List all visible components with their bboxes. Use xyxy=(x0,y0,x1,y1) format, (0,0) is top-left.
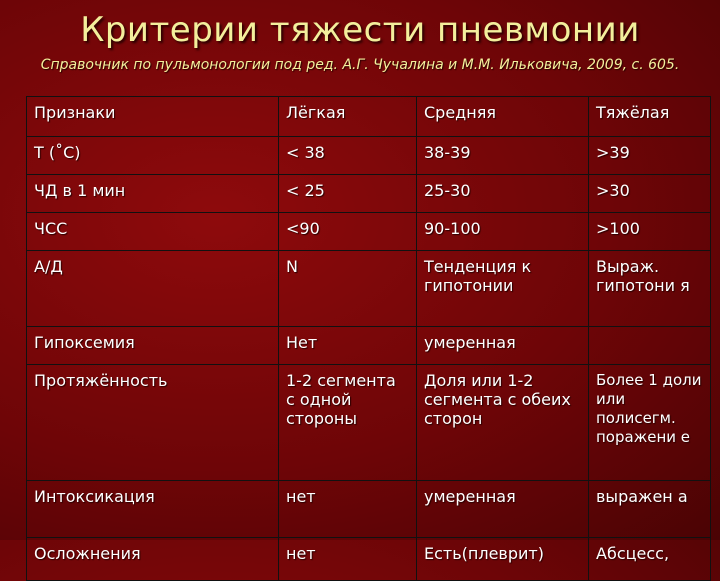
table-header-row xyxy=(27,97,711,137)
table-cell: Тенденция к гипотонии xyxy=(417,251,589,327)
table-row xyxy=(27,538,711,581)
table-cell: ЧСС xyxy=(27,213,279,251)
table-cell: нет xyxy=(279,481,417,538)
table-cell: нет xyxy=(279,538,417,581)
table-cell: 38-39 xyxy=(417,137,589,175)
table-row xyxy=(27,251,711,327)
table-row xyxy=(27,175,711,213)
table-cell: Есть(плеврит) xyxy=(417,538,589,581)
table-cell: Осложнения xyxy=(27,538,279,581)
table-cell: Абсцесс, xyxy=(589,538,711,581)
table-cell: >30 xyxy=(589,175,711,213)
table-cell: < 25 xyxy=(279,175,417,213)
table-cell: 25-30 xyxy=(417,175,589,213)
table-cell: >100 xyxy=(589,213,711,251)
table-cell: Гипоксемия xyxy=(27,327,279,365)
table-cell: Выраж. гипотони я xyxy=(589,251,711,327)
slide-title: Критерии тяжести пневмонии xyxy=(80,10,640,50)
table-row xyxy=(27,481,711,538)
table-cell: Протяжённость xyxy=(27,365,279,481)
table-cell: А/Д xyxy=(27,251,279,327)
header-cell: Тяжёлая xyxy=(589,97,711,137)
header-cell: Средняя xyxy=(417,97,589,137)
table-cell: N xyxy=(279,251,417,327)
table-cell: Доля или 1-2 сегмента с обеих сторон xyxy=(417,365,589,481)
table-row xyxy=(27,327,711,365)
table-row xyxy=(27,365,711,481)
table-row xyxy=(27,213,711,251)
table-cell: <90 xyxy=(279,213,417,251)
table-cell: ЧД в 1 мин xyxy=(27,175,279,213)
table-cell: умеренная xyxy=(417,481,589,538)
table-cell: < 38 xyxy=(279,137,417,175)
table-cell: Нет xyxy=(279,327,417,365)
header-cell: Признаки xyxy=(27,97,279,137)
table-cell: Более 1 доли или полисегм. поражени е xyxy=(589,365,711,481)
table-cell: выражен а xyxy=(589,481,711,538)
table-row xyxy=(27,137,711,175)
table-cell: Интоксикация xyxy=(27,481,279,538)
slide-subtitle: Справочник по пульмонологии под ред. А.Г. Чучалина и М.М. Ильковича, 2009, с. 605. xyxy=(40,57,680,73)
table-cell: умеренная xyxy=(417,327,589,365)
table-cell: 1-2 сегмента с одной стороны xyxy=(279,365,417,481)
table-cell: Т (˚С) xyxy=(27,137,279,175)
severity-criteria-table xyxy=(26,96,711,581)
table-cell xyxy=(589,327,711,365)
table-cell: 90-100 xyxy=(417,213,589,251)
table-cell: >39 xyxy=(589,137,711,175)
header-cell: Лёгкая xyxy=(279,97,417,137)
